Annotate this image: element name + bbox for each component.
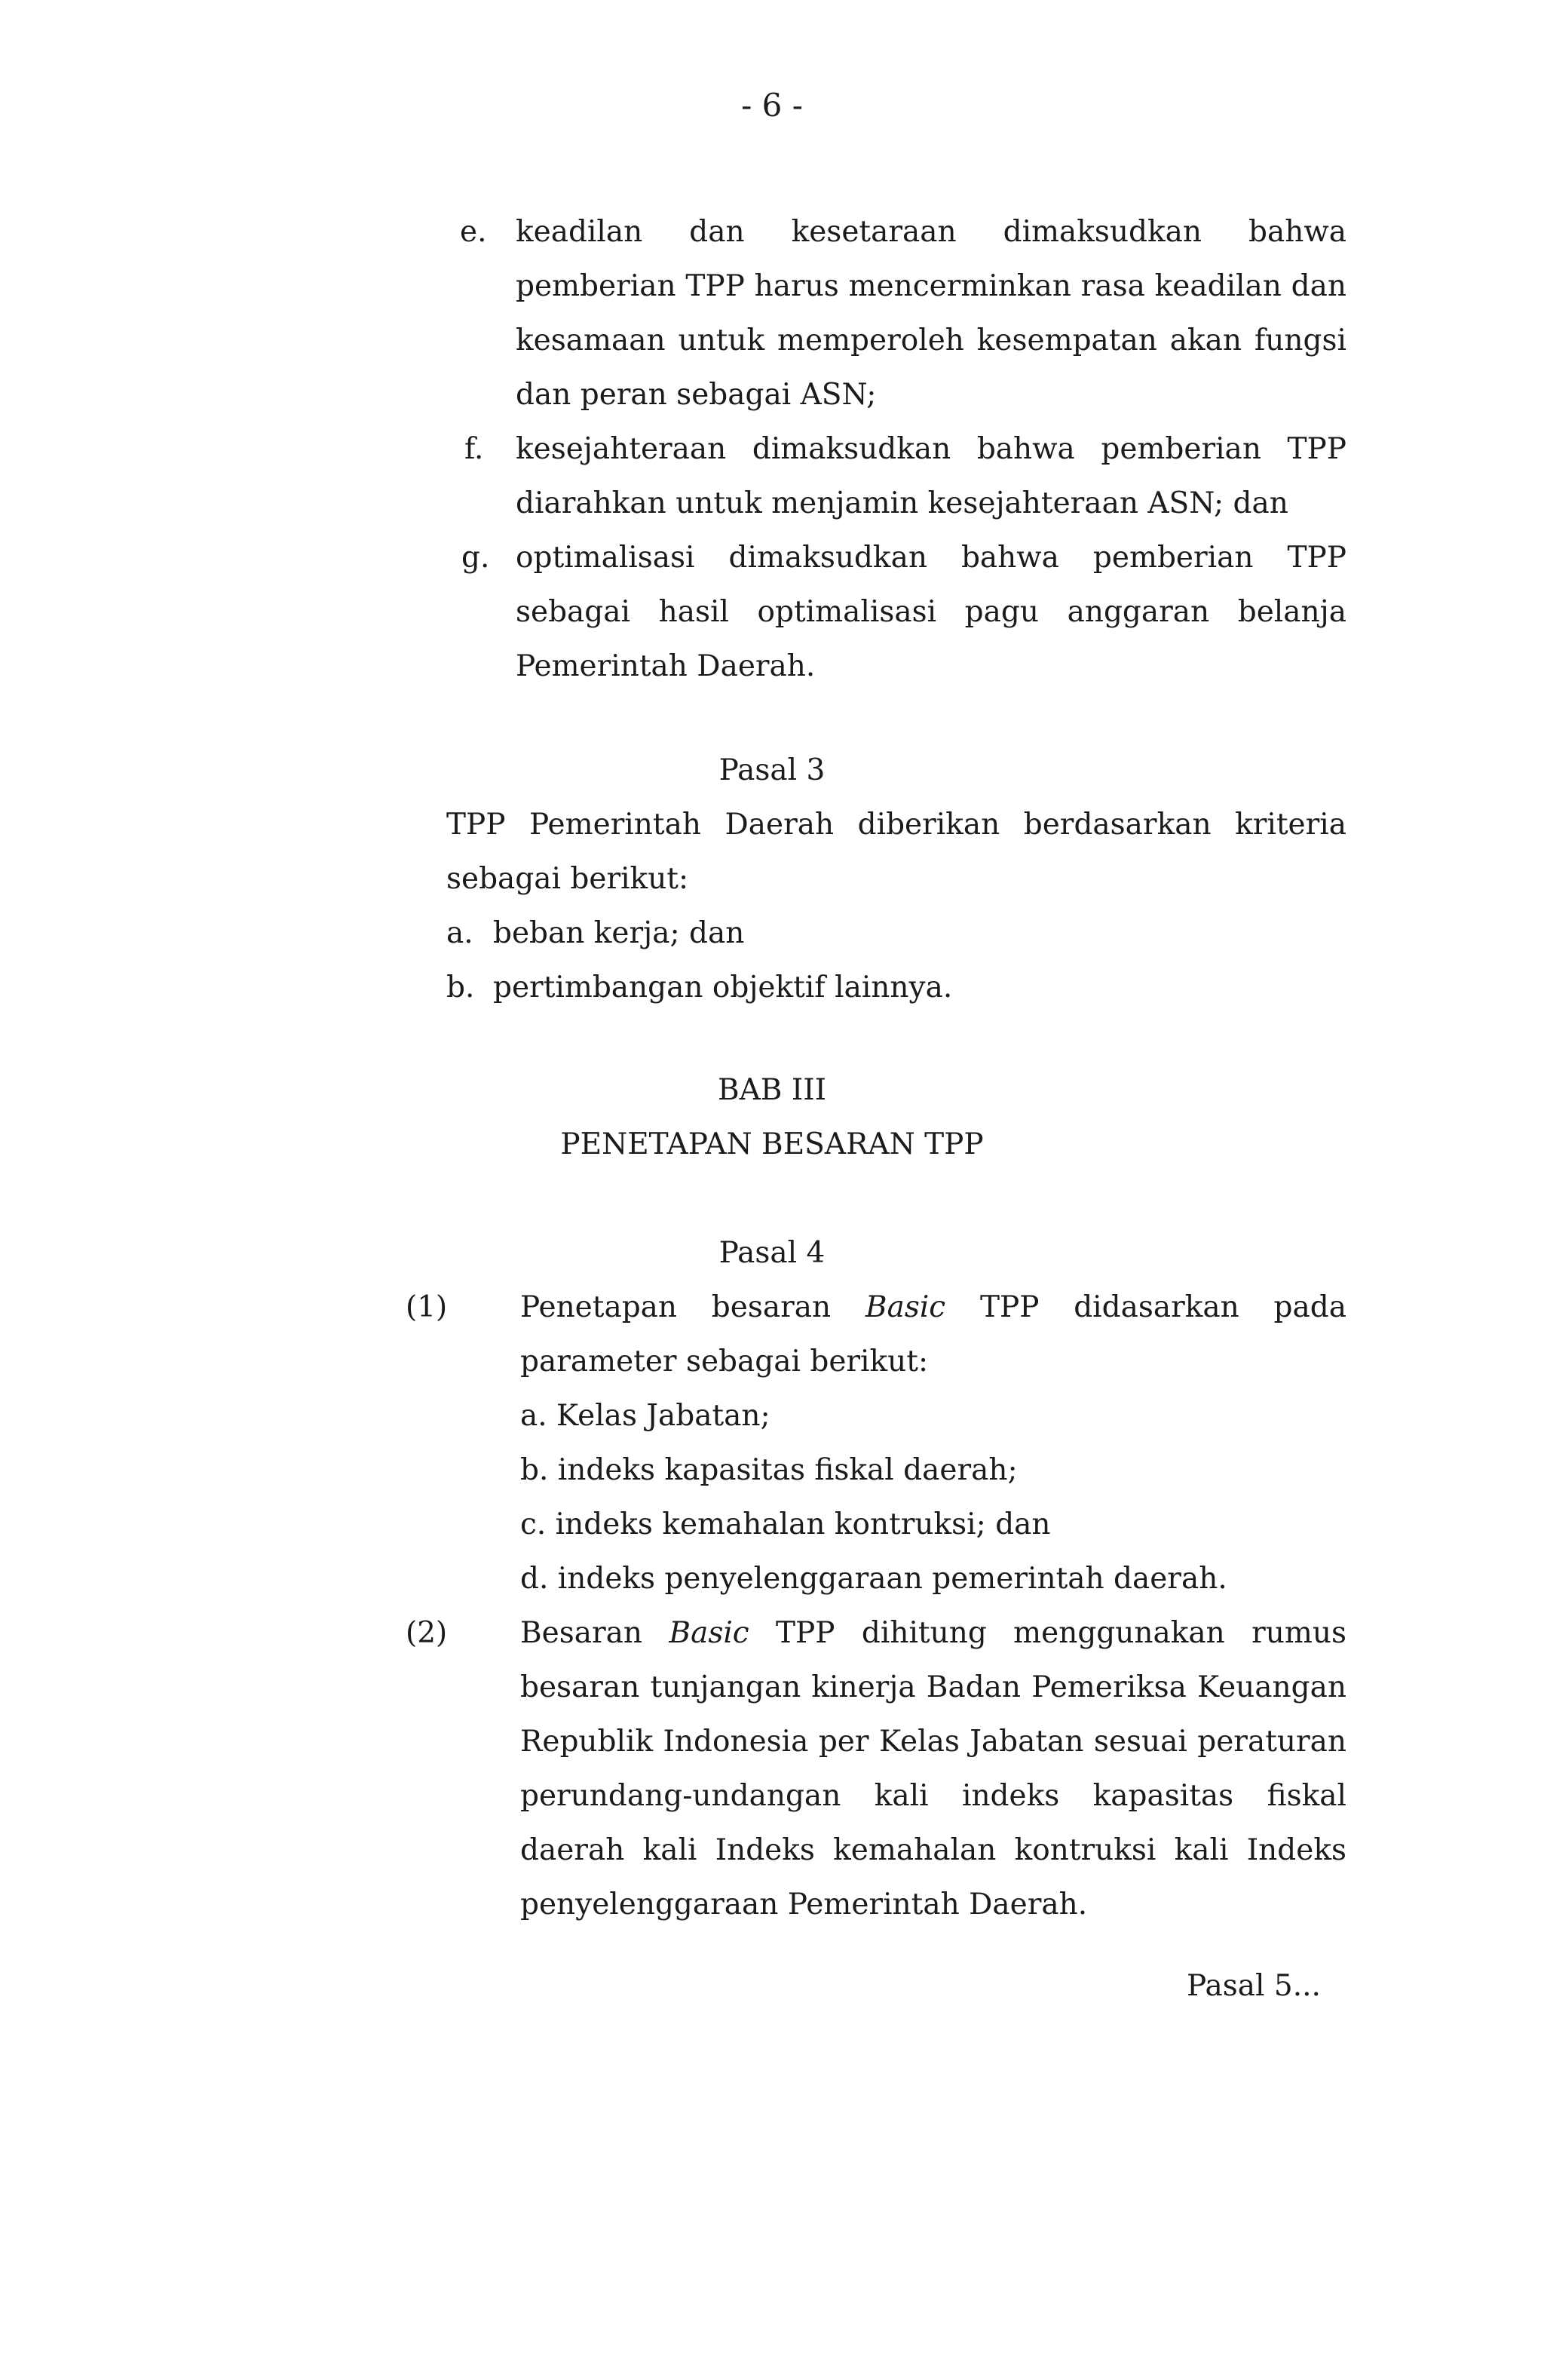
ayat-text-after: TPP didasarkan pada parameter sebagai berikut:: [520, 1290, 1346, 1379]
list-text: keadilan dan kesetaraan dimaksudkan bahwa pemberian TPP harus mencerminkan rasa keadilan dan kesamaan untuk memperoleh kesempatan akan fungsi dan peran sebagai ASN;: [516, 215, 1346, 412]
catchword: Pasal 5...: [1187, 1969, 1321, 2003]
list-item-e: [460, 205, 1346, 422]
pasal-3-heading: Pasal 3: [718, 753, 826, 787]
list-marker: b.: [446, 971, 475, 1004]
ayat-marker: (1): [406, 1290, 448, 1324]
ayat-sub-item: a. Kelas Jabatan;: [520, 1399, 770, 1433]
ayat-sub-item: d. indeks penyelenggaraan pemerintah daerah.: [520, 1562, 1227, 1596]
chapter-title: PENETAPAN BESARAN TPP: [560, 1127, 984, 1161]
list-text: kesejahteraan dimaksudkan bahwa pemberian TPP diarahkan untuk menjamin kesejahteraan ASN; dan: [516, 432, 1346, 520]
list-item-g: [461, 531, 1346, 694]
pasal-4-heading: Pasal 4: [718, 1236, 826, 1270]
list-marker: g.: [461, 541, 490, 575]
ayat-sub-item: c. indeks kemahalan kontruksi; dan: [520, 1507, 1051, 1541]
list-item-f: [464, 422, 1346, 531]
pasal-3-item-b: [446, 961, 1346, 1015]
ayat-text-before: Penetapan besaran: [520, 1290, 832, 1324]
chapter-number: BAB III: [717, 1073, 827, 1107]
ayat-italic-term: Basic: [865, 1290, 946, 1324]
pasal-4-ayat-1: [406, 1280, 1346, 1606]
ayat-body: [520, 1280, 1346, 1606]
pasal-3-intro: TPP Pemerintah Daerah diberikan berdasarkan kriteria sebagai berikut:: [446, 808, 1346, 896]
pasal-3-item-a: [446, 906, 1346, 961]
list-marker: a.: [446, 916, 473, 950]
list-text: pertimbangan objektif lainnya.: [493, 971, 953, 1004]
list-marker: f.: [464, 432, 484, 466]
ayat-italic-term: Basic: [669, 1616, 749, 1650]
ayat-text: [520, 1280, 1346, 1389]
ayat-marker: (2): [406, 1616, 448, 1650]
list-text: beban kerja; dan: [493, 916, 745, 950]
ayat-text-before: Besaran: [520, 1616, 643, 1650]
ayat-text-after: TPP dihitung menggunakan rumus besaran tunjangan kinerja Badan Pemeriksa Keuangan Republik Indonesia per Kelas Jabatan sesuai peraturan perundang-undangan kali indeks kapasitas fiskal daerah kali Indeks kemahalan kontruksi kali Indeks penyelenggaraan Pemerintah Daerah.: [520, 1616, 1346, 1921]
page-number: - 6 -: [741, 87, 803, 124]
pasal-4-ayat-2: [406, 1606, 1346, 1932]
list-marker: e.: [460, 215, 487, 249]
list-text: optimalisasi dimaksudkan bahwa pemberian TPP sebagai hasil optimalisasi pagu anggaran belanja Pemerintah Daerah.: [516, 541, 1346, 683]
ayat-sub-item: b. indeks kapasitas fiskal daerah;: [520, 1453, 1018, 1487]
ayat-text: [520, 1606, 1346, 1932]
